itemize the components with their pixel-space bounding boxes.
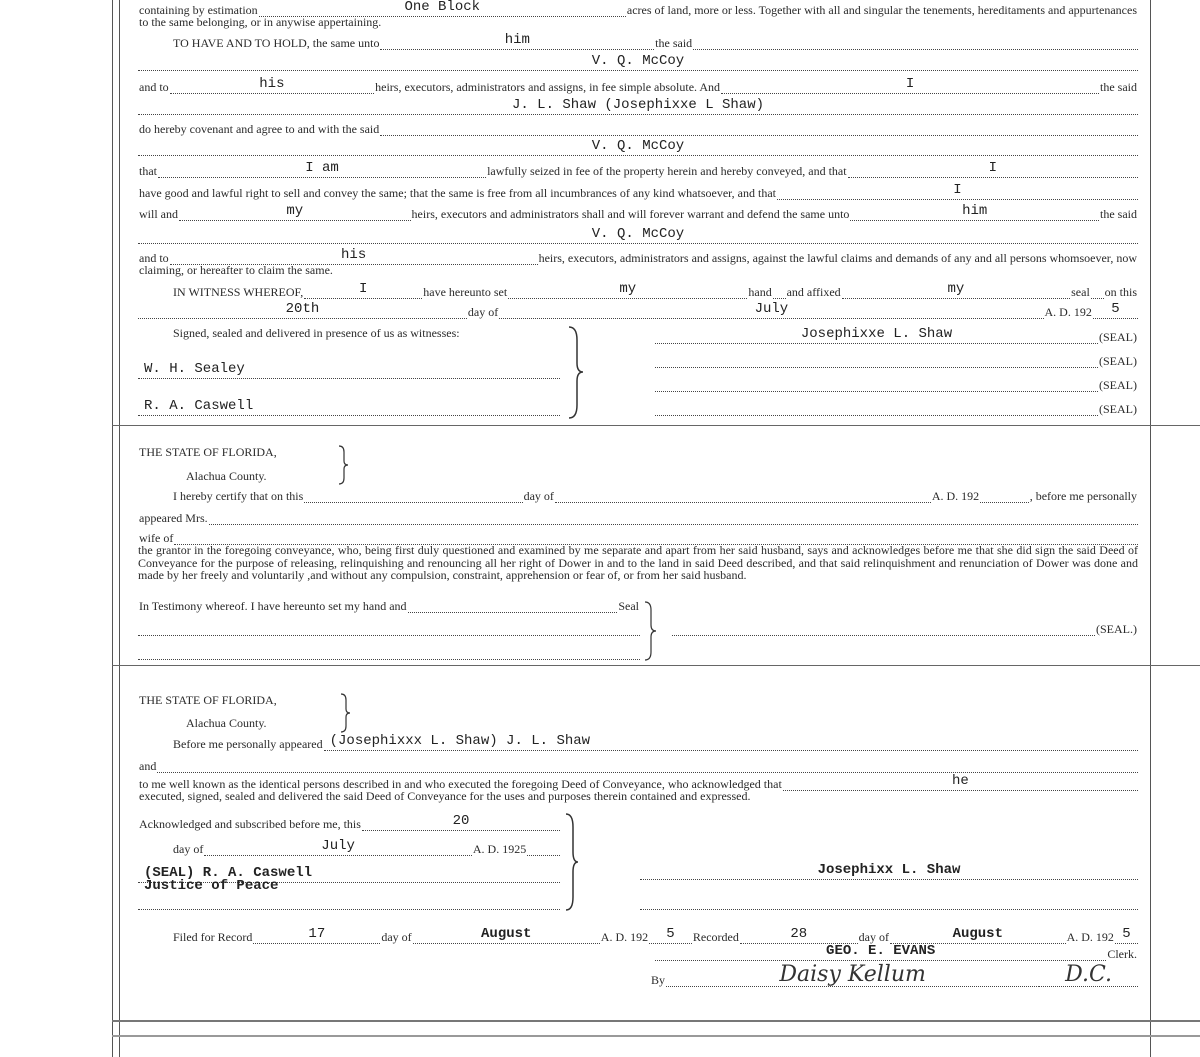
printed-label: (SEAL)	[1099, 330, 1137, 344]
form-line-executed	[138, 785, 1138, 803]
typed-fill-field[interactable]: I	[777, 182, 1138, 200]
printed-label: will and	[139, 207, 178, 221]
typed-fill-field[interactable]: W. H. Sealey	[138, 361, 560, 379]
witness-brace-icon	[565, 325, 585, 420]
typed-fill-field[interactable]	[138, 642, 640, 660]
typed-fill-field[interactable]: V. Q. McCoy	[138, 53, 1138, 71]
typed-fill-field[interactable]: R. A. Caswell	[138, 398, 560, 416]
printed-label: heirs, executors, administrators and assigns, in fee simple absolute. And	[375, 80, 721, 94]
left-margin-rule	[119, 0, 120, 1057]
typed-fill-field[interactable]	[138, 618, 640, 636]
form-line-testimony	[138, 595, 640, 613]
typed-fill-field[interactable]	[527, 838, 560, 856]
typed-fill-field[interactable]	[773, 281, 786, 299]
form-line-dower-left1	[138, 618, 640, 636]
typed-fill-field[interactable]	[408, 595, 618, 613]
typed-fill-field[interactable]: he	[783, 773, 1138, 791]
printed-label: day of	[467, 305, 499, 319]
form-line-seal1	[655, 326, 1138, 344]
form-line-signed	[172, 322, 560, 340]
printed-label: and to	[139, 80, 169, 94]
typed-fill-field[interactable]: 5	[1093, 301, 1138, 319]
typed-fill-field[interactable]: V. Q. McCoy	[138, 226, 1138, 244]
form-line-witness2	[138, 398, 560, 416]
printed-label: and	[139, 759, 157, 773]
printed-label: day of	[173, 842, 204, 856]
printed-label: Acknowledged and subscribed before me, this	[139, 817, 361, 831]
typed-fill-field[interactable]: his	[170, 76, 374, 94]
typed-fill-field[interactable]: Josephixxe L. Shaw	[655, 326, 1098, 344]
form-line-claiming	[138, 259, 1138, 277]
typed-fill-field[interactable]: 17	[253, 926, 380, 944]
typed-fill-field[interactable]	[980, 485, 1029, 503]
form-line-seal3	[655, 374, 1138, 392]
typed-fill-field[interactable]: 20	[362, 813, 560, 831]
form-line-county1	[185, 465, 400, 483]
typed-fill-field[interactable]: July	[499, 301, 1043, 319]
printed-label: A. D. 192	[600, 930, 649, 944]
handwritten-signature: Daisy Kellum	[666, 964, 1039, 987]
form-line-before	[172, 733, 1138, 751]
printed-label: lawfully seized in fee of the property herein and hereby conveyed, and that	[487, 164, 847, 178]
printed-label: the said	[1100, 80, 1137, 94]
form-line-and-line	[138, 755, 1138, 773]
form-line-clerk	[655, 943, 1138, 961]
printed-label: Alachua County.	[186, 469, 267, 483]
printed-label: the said	[1100, 207, 1137, 221]
printed-label: TO HAVE AND TO HOLD, the same unto	[173, 36, 380, 50]
printed-label: executed, signed, sealed and delivered the said Deed of Conveyance for the uses and purposes therein contained and expressed.	[139, 789, 751, 803]
printed-label: Seal	[618, 599, 639, 613]
form-line-grantor	[138, 97, 1138, 115]
dower-relinquishment-paragraph: the grantor in the foregoing conveyance, who, being first duly questioned and examined by me separate and apart from her said husband, says and acknowledges before me that she did sign the said Deed of Conveyance for the purpose of releasing, relinquishing and renouncing all her right of Dower in and to the land in said Deed described, and that said relinquishment and renunciation of Dower was done and made by her freely and voluntarily ,and without any compulsion, constraint, apprehension or fear of, or from her said husband.	[138, 543, 1138, 582]
printed-label: THE STATE OF FLORIDA,	[139, 445, 277, 459]
printed-label: and affixed	[786, 285, 841, 299]
typed-fill-field[interactable]: his	[170, 247, 538, 265]
typed-fill-field[interactable]: I	[721, 76, 1099, 94]
printed-label: heirs, executors, administrators and assigns, against the lawful claims and demands of any and all persons whomsoever, now	[538, 251, 1137, 265]
printed-label: day of	[523, 489, 554, 503]
printed-label: A. D. 192	[1066, 930, 1114, 944]
form-line-ack-sig-blank	[640, 892, 1138, 910]
printed-label: A. D. 192	[1044, 305, 1092, 319]
typed-fill-field[interactable]	[640, 892, 1138, 910]
acknowledgment-brace-icon	[562, 812, 580, 912]
section-divider	[112, 1035, 1200, 1037]
typed-fill-field[interactable]: him	[850, 203, 1099, 221]
printed-label: THE STATE OF FLORIDA,	[139, 693, 277, 707]
form-line-grantee3	[138, 226, 1138, 244]
printed-label: do hereby covenant and agree to and with the said	[139, 122, 380, 136]
printed-label: Filed for Record	[173, 930, 253, 944]
form-line-ack-day	[172, 838, 560, 856]
typed-fill-field[interactable]	[1091, 281, 1104, 299]
printed-label: have good and lawful right to sell and convey the same; that the same is free from all incumbrances of any kind whatsoever, and that	[139, 186, 776, 200]
printed-label: wife of	[139, 531, 174, 545]
typed-fill-field[interactable]: (Josephixxx L. Shaw) J. L. Shaw	[324, 733, 1138, 751]
typed-fill-field[interactable]: 5	[1115, 926, 1138, 944]
form-line-grantee2	[138, 138, 1138, 156]
form-line-filed	[172, 926, 1138, 944]
printed-label: that	[139, 164, 157, 178]
form-line-warrant	[138, 203, 1138, 221]
typed-fill-field[interactable]: J. L. Shaw (Josephixxe L Shaw)	[138, 97, 1138, 115]
printed-label: to me well known as the identical persons described in and who executed the foregoing Deed of Conveyance, who acknowledged that	[139, 777, 782, 791]
section-divider	[112, 425, 1200, 426]
typed-fill-field[interactable]: my	[508, 281, 747, 299]
form-line-by	[650, 962, 1138, 987]
right-margin-rule	[1150, 0, 1151, 1057]
typed-fill-field[interactable]: 20th	[138, 301, 467, 319]
typed-fill-field[interactable]	[209, 507, 1138, 525]
form-line-ack-blank	[138, 892, 560, 910]
form-line-witness	[172, 281, 1138, 299]
printed-label: I hereby certify that on this	[173, 489, 304, 503]
printed-label: claiming, or hereafter to claim the same.	[139, 263, 333, 277]
typed-fill-field[interactable]: V. Q. McCoy	[138, 138, 1138, 156]
printed-label: (SEAL)	[1099, 378, 1137, 392]
form-line-seal4	[655, 398, 1138, 416]
typed-fill-field[interactable]: Josephixx L. Shaw	[640, 862, 1138, 880]
typed-fill-field[interactable]: One Block	[259, 0, 626, 17]
printed-label: containing by estimation	[139, 3, 258, 17]
typed-fill-field[interactable]: I	[304, 281, 422, 299]
form-line-state2	[138, 689, 400, 707]
printed-label: , before me personally	[1029, 489, 1137, 503]
section-divider	[112, 1020, 1200, 1022]
typed-fill-field[interactable]: my	[842, 281, 1070, 299]
typed-fill-field[interactable]: I	[848, 160, 1138, 178]
printed-label: By	[651, 973, 666, 987]
typed-fill-field[interactable]	[380, 118, 1138, 136]
typed-fill-field[interactable]	[655, 398, 1098, 416]
printed-label: (SEAL.)	[1096, 622, 1137, 636]
form-line-fee	[138, 76, 1138, 94]
typed-fill-field[interactable]: (SEAL) R. A. Caswell	[138, 865, 560, 883]
typed-fill-field[interactable]: I am	[158, 160, 486, 178]
form-line-dower-left2	[138, 642, 640, 660]
typed-fill-field[interactable]: 28	[740, 926, 858, 944]
section-divider	[112, 665, 1200, 666]
printed-label: Recorded	[692, 930, 739, 944]
typed-fill-field[interactable]	[655, 350, 1098, 368]
printed-label: to the same belonging, or in anywise appertaining.	[139, 15, 382, 29]
printed-label: (SEAL)	[1099, 354, 1137, 368]
form-line-dower-seal	[672, 618, 1138, 636]
form-line-grantee1	[138, 53, 1138, 71]
printed-label: A. D. 1925	[472, 842, 527, 856]
typed-fill-field[interactable]: him	[380, 32, 654, 50]
typed-fill-field[interactable]	[693, 32, 1138, 50]
typed-fill-field[interactable]	[157, 755, 1138, 773]
printed-label: day of	[381, 930, 412, 944]
form-line-seal2	[655, 350, 1138, 368]
form-line-seized	[138, 160, 1138, 178]
printed-label: day of	[858, 930, 889, 944]
printed-label: In Testimony whereof. I have hereunto set my hand and	[139, 599, 407, 613]
typed-fill-field[interactable]: GEO. E. EVANS	[655, 943, 1106, 961]
printed-label: heirs, executors and administrators shall and will forever warrant and defend the same unto	[411, 207, 850, 221]
printed-label: Clerk.	[1107, 947, 1137, 961]
printed-label: seal	[1071, 285, 1090, 299]
typed-fill-field[interactable]: 5	[649, 926, 692, 944]
printed-label: (SEAL)	[1099, 402, 1137, 416]
typed-fill-field[interactable]: my	[179, 203, 411, 221]
form-line-appertaining	[138, 11, 1138, 29]
left-margin-rule	[112, 0, 113, 1057]
typed-fill-field[interactable]: August	[413, 926, 600, 944]
printed-label: A. D. 192	[931, 489, 980, 503]
form-line-county2	[185, 712, 400, 730]
printed-label: on this	[1104, 285, 1138, 299]
printed-label: and to	[139, 251, 169, 265]
form-line-ack-this	[138, 813, 560, 831]
typed-fill-field[interactable]	[672, 618, 1095, 636]
typed-fill-field[interactable]	[304, 485, 522, 503]
printed-label: Signed, sealed and delivered in presence of us as witnesses:	[173, 326, 460, 340]
form-line-ack-sig	[640, 862, 1138, 880]
form-line-appeared	[138, 507, 1138, 525]
typed-fill-field[interactable]	[655, 374, 1098, 392]
printed-label: hand	[748, 285, 772, 299]
printed-label: Before me personally appeared	[173, 737, 323, 751]
form-line-witness1	[138, 361, 560, 379]
typed-fill-field[interactable]	[138, 892, 560, 910]
printed-label: IN WITNESS WHEREOF,	[173, 285, 304, 299]
form-line-habendum	[172, 32, 1138, 50]
printed-label: appeared Mrs.	[139, 511, 208, 525]
form-line-right	[138, 182, 1138, 200]
testimony-brace-icon	[642, 600, 658, 662]
typed-fill-field[interactable]: Justice of Peace	[144, 878, 279, 894]
typed-fill-field[interactable]: July	[204, 838, 472, 856]
printed-label: acres of land, more or less. Together with all and singular the tenements, hereditaments and appurtenances	[626, 3, 1137, 17]
form-line-covenant	[138, 118, 1138, 136]
printed-label: Alachua County.	[186, 716, 267, 730]
form-line-state1	[138, 441, 400, 459]
typed-fill-field[interactable]: August	[890, 926, 1066, 944]
form-line-certify	[172, 485, 1138, 503]
form-line-date	[138, 301, 1138, 319]
printed-label: have hereunto set	[423, 285, 508, 299]
handwritten-signature: D.C.	[1039, 964, 1138, 987]
printed-label: the said	[655, 36, 693, 50]
typed-fill-field[interactable]	[555, 485, 931, 503]
